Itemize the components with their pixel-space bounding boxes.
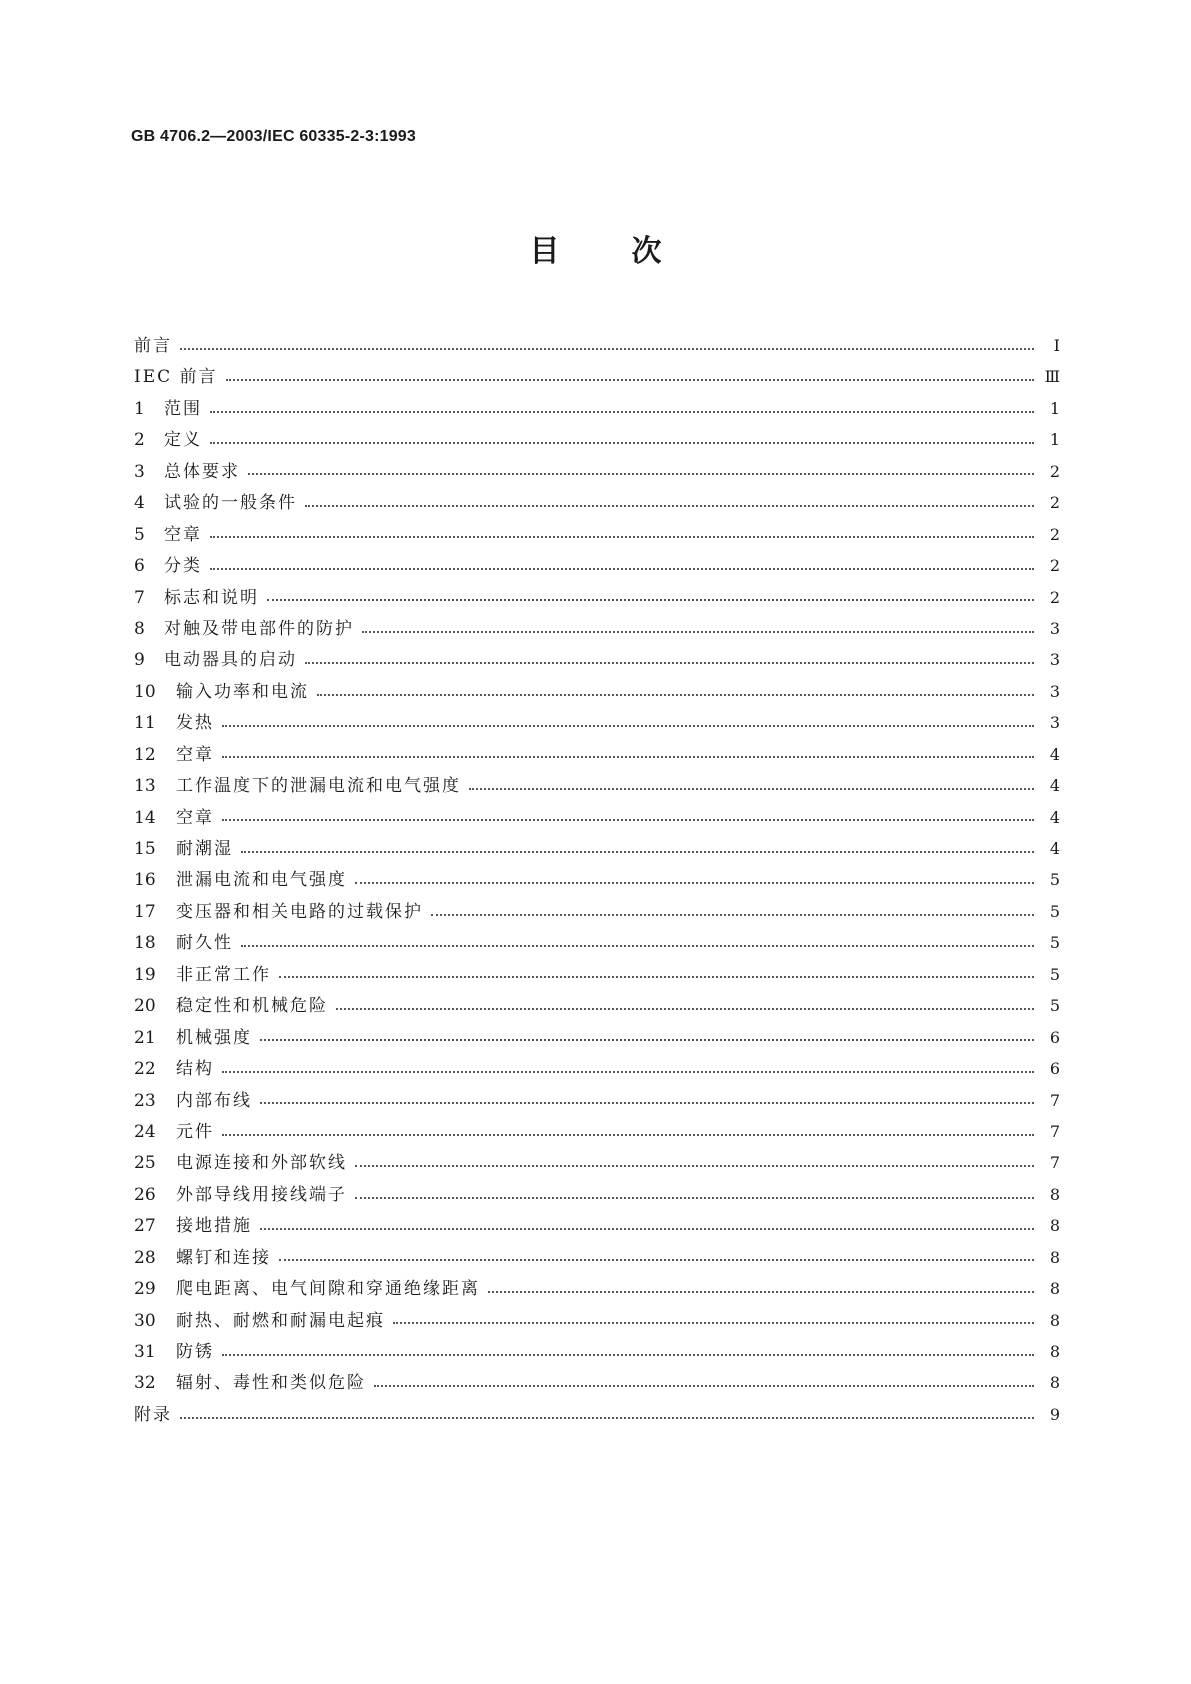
toc-entry-label: 定义 [164,430,202,451]
toc-entry-page: 2 [1049,461,1060,481]
toc-entry-label: 变压器和相关电路的过载保护 [176,901,423,922]
dot-leader [260,1039,1034,1041]
toc-entry-page: 5 [1049,964,1060,984]
dot-leader [393,1322,1034,1324]
toc-entry[interactable] [134,362,1060,393]
toc-entry-label: 泄漏电流和电气强度 [176,870,347,891]
dot-leader [210,442,1034,444]
dot-leader [355,882,1034,884]
toc-entry[interactable] [134,520,1060,551]
toc-entry[interactable] [134,834,1060,865]
dot-leader [305,662,1034,664]
dot-leader [260,1102,1034,1104]
dot-leader [222,756,1034,758]
toc-entry-page: Ⅲ [1044,367,1060,387]
toc-entry-number: 31 [134,1342,156,1362]
document-header [131,128,416,146]
toc-entry-page: 8 [1049,1247,1060,1267]
toc-entry-label: 耐热、耐燃和耐漏电起痕 [176,1310,385,1331]
toc-entry-label: 分类 [164,556,202,577]
toc-entry-number: 21 [134,1027,156,1048]
toc-entry-number: 13 [134,776,156,797]
dot-leader [317,694,1034,696]
toc-entry-number: 25 [134,1153,156,1174]
standard-code: GB 4706.2—2003/IEC 60335-2-3:1993 [131,128,417,145]
dot-leader [279,1259,1034,1261]
dot-leader [355,1197,1034,1199]
toc-entry-page: 8 [1049,1279,1060,1299]
toc-entry-number: 20 [134,996,156,1017]
toc-entry[interactable] [134,645,1060,676]
toc-entry-page: 8 [1049,1216,1060,1236]
dot-leader [180,348,1034,350]
toc-entry[interactable] [134,865,1060,896]
toc-entry-page: I [1053,336,1060,355]
dot-leader [222,1354,1034,1356]
toc-entry-page: 5 [1049,996,1060,1016]
toc-entry-number: 5 [134,524,145,545]
toc-entry-number: 10 [134,681,156,702]
dot-leader [355,1165,1034,1167]
toc-entry[interactable] [134,1054,1060,1085]
toc-entry-page: 8 [1049,1373,1060,1393]
toc-entry-number: 30 [134,1310,156,1331]
toc-entry-page: 4 [1049,744,1060,764]
toc-entry[interactable] [134,897,1060,928]
toc-entry[interactable] [134,551,1060,582]
dot-leader [431,914,1034,916]
toc-entry-page: 6 [1049,1027,1060,1047]
dot-leader [210,568,1034,570]
toc-entry-page: 8 [1049,1184,1060,1204]
toc-entry-page: 4 [1049,839,1060,858]
toc-entry-label: 元件 [176,1121,214,1142]
toc-entry[interactable] [134,1274,1060,1305]
toc-entry-number: 12 [134,744,156,765]
toc-entry[interactable] [134,1400,1060,1431]
toc-entry-page: 4 [1049,807,1060,827]
toc-entry[interactable] [134,740,1060,771]
toc-entry-label: 结构 [176,1059,214,1080]
toc-entry[interactable] [134,425,1060,456]
toc-entry-label: 总体要求 [164,461,240,482]
toc-entry-page: 1 [1049,430,1060,450]
toc-entry[interactable] [134,331,1060,362]
toc-entry-label: 耐潮湿 [176,839,233,859]
toc-entry[interactable] [134,1306,1060,1337]
toc-entry-label: 爬电距离、电气间隙和穿通绝缘距离 [176,1279,480,1300]
toc-entry[interactable] [134,1243,1060,1274]
dot-leader [222,819,1034,821]
toc-entry-number: 18 [134,933,156,954]
toc-entry-label: 附录 [134,1404,172,1425]
toc-entry-page: 3 [1049,650,1060,670]
dot-leader [210,411,1034,413]
toc-entry-label: 标志和说明 [164,587,259,608]
toc-entry-label: 对触及带电部件的防护 [164,618,354,639]
toc-entry-number: 7 [134,587,145,608]
toc-entry-label: 辐射、毒性和类似危险 [176,1373,366,1394]
dot-leader [226,379,1034,381]
toc-entry-number: 32 [134,1373,156,1394]
toc-entry[interactable] [134,991,1060,1022]
dot-leader [241,851,1034,853]
dot-leader [210,536,1034,538]
toc-entry-page: 3 [1049,681,1060,701]
toc-entry[interactable] [134,1368,1060,1399]
toc-entry-number: 29 [134,1279,156,1300]
toc-entry-number: 9 [134,650,145,671]
dot-leader [305,505,1034,507]
toc-entry[interactable] [134,1211,1060,1242]
toc-entry-label: 工作温度下的泄漏电流和电气强度 [176,776,461,797]
toc-entry-label: 接地措施 [176,1216,252,1237]
toc-entry-page: 6 [1049,1059,1060,1079]
toc-entry-number: 14 [134,807,156,828]
toc-entry-page: 2 [1049,493,1060,513]
toc-entry-page: 3 [1049,618,1060,638]
toc-entry[interactable] [134,928,1060,959]
toc-entry-number: 4 [134,493,145,514]
toc-entry-label: 内部布线 [176,1090,252,1111]
dot-leader [336,1008,1034,1010]
toc-entry[interactable] [134,803,1060,834]
toc-entry-label: 外部导线用接线端子 [176,1184,347,1205]
toc-entry-label: 空章 [176,744,214,765]
toc-entry-page: 5 [1049,933,1060,953]
toc-entry-page: 9 [1049,1404,1060,1424]
dot-leader [222,1071,1034,1073]
toc-entry-number: 16 [134,870,156,891]
dot-leader [180,1417,1034,1419]
toc-entry-number: 26 [134,1184,156,1205]
toc-entry-page: 5 [1049,870,1060,890]
toc-entry-number: 6 [134,556,145,577]
toc-entry[interactable] [134,1117,1060,1148]
page-title: 目次 [529,234,734,269]
toc-entry-number: 27 [134,1216,156,1237]
toc-entry[interactable] [134,771,1060,802]
toc-entry-number: 15 [134,839,156,859]
toc-entry-page: 7 [1049,1153,1060,1173]
toc-entry-label: 空章 [164,524,202,545]
toc-entry-page: 7 [1049,1121,1060,1141]
toc-entry-number: 19 [134,964,156,985]
toc-entry[interactable] [134,1337,1060,1368]
toc-entry-label: 范围 [164,398,202,419]
toc-entry-page: 8 [1049,1310,1060,1330]
dot-leader [469,788,1034,790]
dot-leader [279,976,1034,978]
toc-entry-number: 17 [134,901,156,922]
toc-entry-page: 4 [1049,776,1060,796]
dot-leader [222,1134,1034,1136]
toc-entry-number: 28 [134,1247,156,1268]
toc-entry-page: 2 [1049,556,1060,576]
toc-entry[interactable] [134,1023,1060,1054]
toc-entry[interactable] [134,488,1060,519]
toc-entry-page: 1 [1049,398,1060,418]
toc-entry-page: 7 [1049,1090,1060,1110]
toc-entry[interactable] [134,1148,1060,1179]
toc-entry-label: 非正常工作 [176,964,271,985]
toc-entry[interactable] [134,457,1060,488]
toc-entry-label: 前言 [134,336,172,356]
toc-entry[interactable] [134,614,1060,645]
toc-entry-label: 空章 [176,807,214,828]
dot-leader [248,473,1034,475]
toc-entry-number: 2 [134,430,145,451]
table-of-contents [134,331,1060,1431]
toc-entry-label: 稳定性和机械危险 [176,996,328,1017]
dot-leader [267,599,1034,601]
toc-entry-label: 试验的一般条件 [164,493,297,514]
toc-entry[interactable] [134,677,1060,708]
toc-entry-page: 8 [1049,1342,1060,1361]
toc-entry-number: 11 [134,713,156,734]
toc-entry-label: IEC 前言 [134,367,218,388]
toc-entry-page: 5 [1049,901,1060,921]
toc-entry-number: 3 [134,461,145,482]
toc-entry[interactable] [134,1180,1060,1211]
toc-entry-number: 8 [134,618,145,639]
toc-entry[interactable] [134,708,1060,739]
toc-entry-label: 防锈 [176,1342,214,1362]
toc-entry[interactable] [134,1086,1060,1117]
toc-entry[interactable] [134,960,1060,991]
toc-entry-page: 3 [1049,713,1060,733]
toc-entry-label: 发热 [176,713,214,734]
dot-leader [488,1291,1034,1293]
toc-entry-label: 电动器具的启动 [164,650,297,671]
toc-entry-label: 输入功率和电流 [176,681,309,702]
toc-entry-label: 机械强度 [176,1027,252,1048]
toc-entry-label: 耐久性 [176,933,233,954]
toc-entry-number: 1 [134,398,145,419]
toc-entry[interactable] [134,583,1060,614]
toc-entry-number: 24 [134,1121,156,1142]
dot-leader [222,725,1034,727]
dot-leader [241,945,1034,947]
toc-entry-number: 23 [134,1090,156,1111]
toc-entry-label: 电源连接和外部软线 [176,1153,347,1174]
dot-leader [260,1228,1034,1230]
toc-entry-page: 2 [1049,587,1060,607]
toc-entry-label: 螺钉和连接 [176,1247,271,1268]
toc-entry-number: 22 [134,1059,156,1080]
dot-leader [374,1385,1034,1387]
toc-entry[interactable] [134,394,1060,425]
dot-leader [362,631,1034,633]
toc-entry-page: 2 [1049,524,1060,544]
